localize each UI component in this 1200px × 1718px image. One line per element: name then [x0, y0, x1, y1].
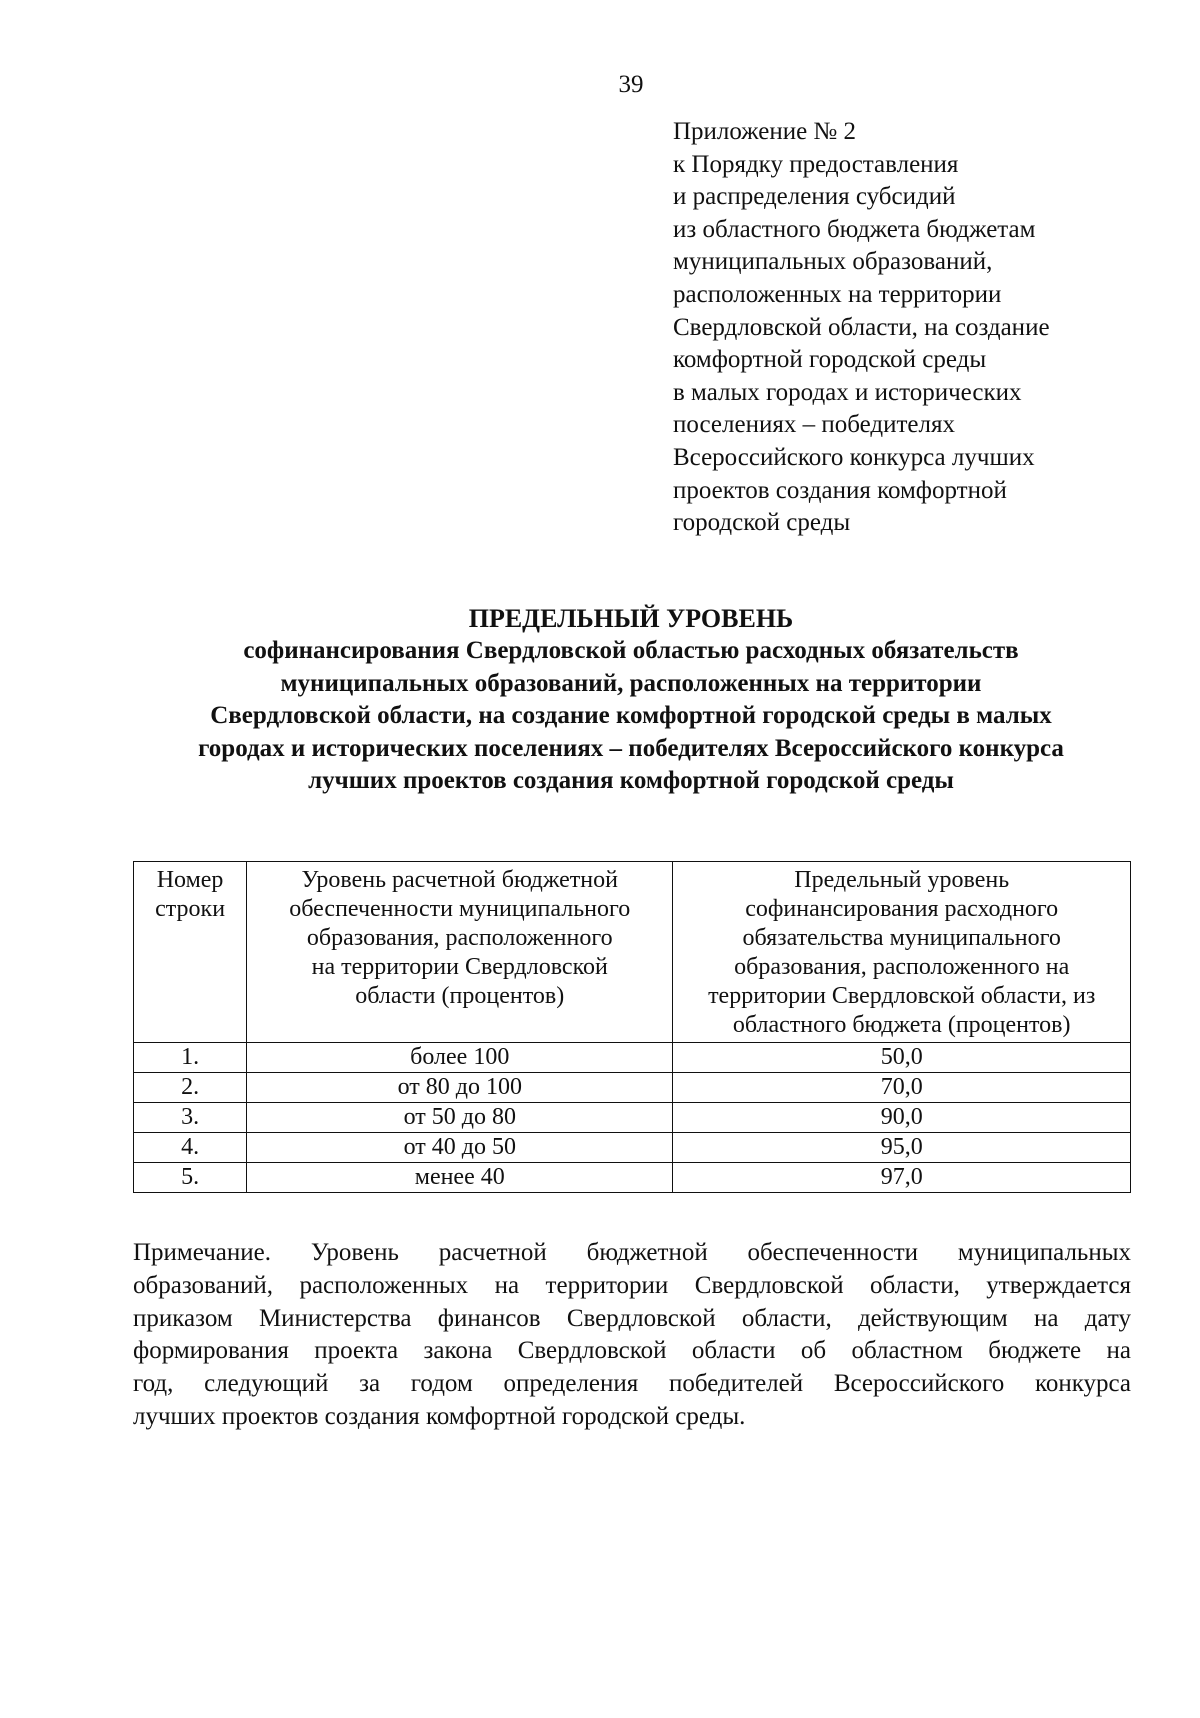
row-number-cell: 2.: [134, 1073, 247, 1103]
header-row-number: [134, 862, 247, 1043]
appendix-line: Приложение № 2: [673, 118, 857, 145]
row-number-cell: 5.: [134, 1163, 247, 1193]
cofinancing-share-cell: 70,0: [673, 1073, 1131, 1103]
appendix-line: Всероссийского конкурса лучших: [673, 443, 1035, 471]
document-heading: [120, 603, 1142, 797]
appendix-line: Свердловской области, на создание: [673, 313, 1050, 341]
cofinancing-share-cell: 90,0: [673, 1103, 1131, 1133]
cofinancing-share-cell: 95,0: [673, 1133, 1131, 1163]
table-row: [134, 1163, 1131, 1193]
note-line: образований, расположенных на территории Свердловской области, утверждается: [133, 1271, 1131, 1299]
header-line: области (процентов): [355, 983, 565, 1009]
header-line: территории Свердловской области, из: [708, 983, 1096, 1009]
appendix-line: в малых городах и исторических: [673, 378, 1022, 406]
table-header-row: [134, 862, 1131, 1043]
table-row: [134, 1073, 1131, 1103]
table-row: [134, 1103, 1131, 1133]
heading-subtitle-line: муниципальных образований, расположенных на территории: [280, 669, 982, 697]
heading-title: ПРЕДЕЛЬНЫЙ УРОВЕНЬ: [468, 604, 794, 633]
header-cofinancing-share: [673, 862, 1131, 1043]
budget-level-cell: более 100: [247, 1043, 673, 1073]
note-line: приказом Министерства финансов Свердловской области, действующим на дату: [133, 1304, 1131, 1332]
header-line: образования, расположенного на: [734, 954, 1070, 980]
budget-level-cell: от 80 до 100: [247, 1073, 673, 1103]
header-line: софинансирования расходного: [745, 896, 1059, 922]
page-number: 39: [618, 71, 644, 98]
note-line: лучших проектов создания комфортной городской среды.: [133, 1402, 746, 1430]
header-line: Предельный уровень: [794, 867, 1010, 893]
header-line: строки: [155, 896, 226, 922]
table-row: [134, 1043, 1131, 1073]
budget-level-cell: от 40 до 50: [247, 1133, 673, 1163]
header-line: областного бюджета (процентов): [732, 1012, 1071, 1038]
appendix-line: и распределения субсидий: [673, 183, 956, 211]
note-line: формирования проекта закона Свердловской области об областном бюджете на: [133, 1337, 1131, 1365]
appendix-reference-block: [673, 116, 1173, 540]
appendix-line: городской среды: [673, 509, 851, 537]
heading-subtitle-line: Свердловской области, на создание комфортной городской среды в малых: [210, 702, 1052, 730]
row-number-cell: 1.: [134, 1043, 247, 1073]
appendix-line: из областного бюджета бюджетам: [673, 215, 1036, 243]
header-line: на территории Свердловской: [311, 954, 608, 980]
appendix-line: проектов создания комфортной: [673, 476, 1007, 504]
appendix-line: поселениях – победителях: [673, 411, 955, 439]
heading-subtitle-line: городах и исторических поселениях – победителях Всероссийского конкурса: [198, 734, 1064, 762]
row-number-cell: 3.: [134, 1103, 247, 1133]
budget-level-cell: менее 40: [247, 1163, 673, 1193]
cofinancing-share-cell: 97,0: [673, 1163, 1131, 1193]
appendix-line: комфортной городской среды: [673, 346, 987, 374]
header-budget-level: [247, 862, 673, 1043]
header-line: обязательства муниципального: [742, 925, 1061, 951]
note-paragraph: [133, 1237, 1131, 1434]
appendix-line: расположенных на территории: [673, 280, 1002, 308]
heading-subtitle-line: лучших проектов создания комфортной городской среды: [308, 767, 954, 795]
header-line: образования, расположенного: [306, 925, 613, 951]
header-line: обеспеченности муниципального: [289, 896, 631, 922]
cofinancing-levels-table: [133, 861, 1131, 1193]
row-number-cell: 4.: [134, 1133, 247, 1163]
cofinancing-share-cell: 50,0: [673, 1043, 1131, 1073]
note-line: год, следующий за годом определения победителей Всероссийского конкурса: [133, 1370, 1131, 1398]
header-line: Номер: [156, 867, 224, 893]
header-line: Уровень расчетной бюджетной: [301, 867, 618, 893]
note-line: Примечание. Уровень расчетной бюджетной обеспеченности муниципальных: [133, 1239, 1131, 1266]
appendix-line: муниципальных образований,: [673, 248, 993, 276]
budget-level-cell: от 50 до 80: [247, 1103, 673, 1133]
heading-subtitle-line: софинансирования Свердловской областью расходных обязательств: [243, 637, 1019, 665]
table-row: [134, 1133, 1131, 1163]
appendix-line: к Порядку предоставления: [673, 150, 959, 178]
